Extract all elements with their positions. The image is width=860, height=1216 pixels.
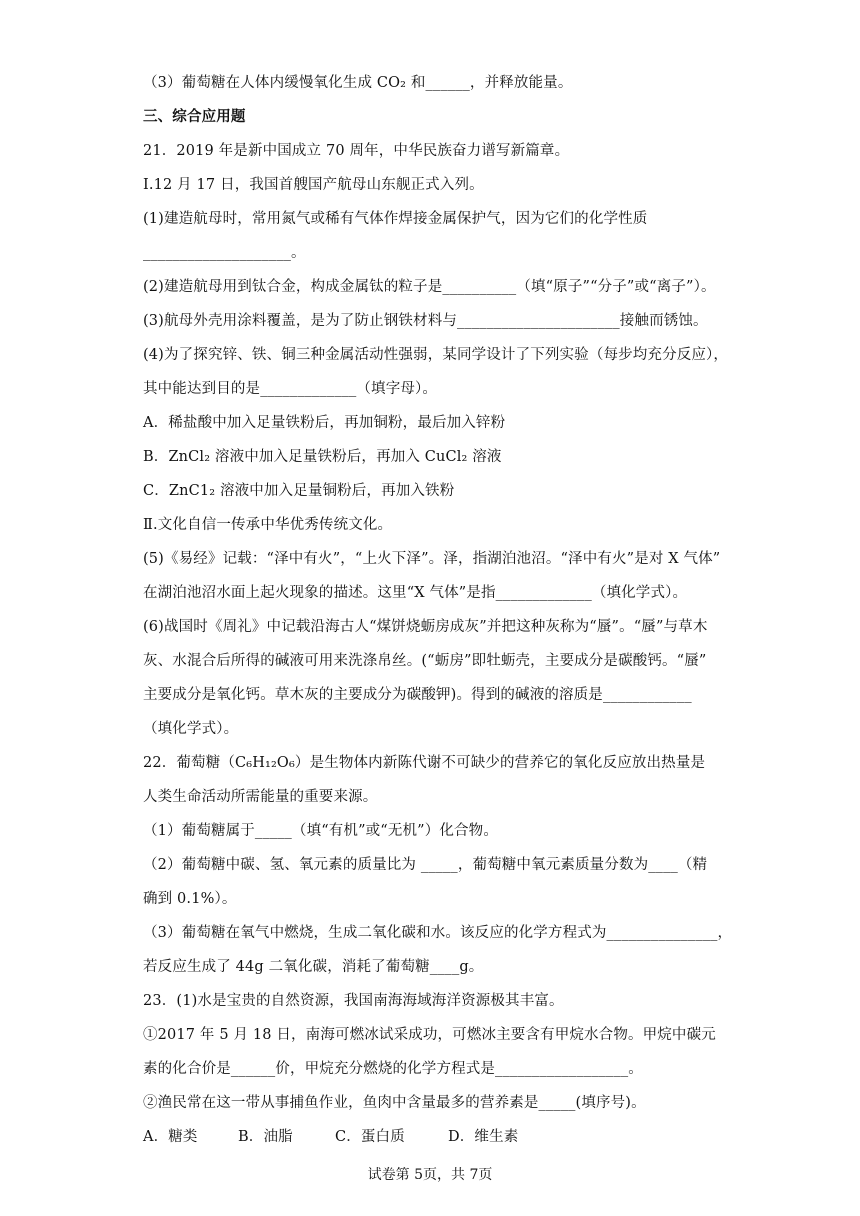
part-ii-intro: Ⅱ.文化自信一传承中华优秀传统文化。 (143, 517, 393, 533)
question-22-2: （2）葡萄糖中碳、氢、氧元素的质量比为 _____，葡萄糖中氧元素质量分数为____（精 (143, 857, 708, 873)
option-item: A．糖类 (143, 1129, 198, 1145)
question-22-1: （1）葡萄糖属于_____（填“有机”或“无机”）化合物。 (143, 823, 498, 839)
question-23-stem: 23．(1)水是宝贵的自然资源，我国南海海域海洋资源极其丰富。 (143, 993, 564, 1009)
option-item: D．维生素 (448, 1129, 519, 1145)
question-22-2-cont: 确到 0.1%）。 (143, 891, 237, 907)
option-item: C．蛋白质 (335, 1129, 405, 1145)
question-21-1: (1)建造航母时，常用氮气或稀有气体作焊接金属保护气，因为它们的化学性质 (143, 211, 648, 227)
section-heading: 三、综合应用题 (143, 108, 246, 125)
question-21-5-cont: 在湖泊池沼水面上起火现象的描述。这里“X 气体”是指_____________（填化学式）。 (143, 585, 688, 601)
option-c: C．ZnC1₂ 溶液中加入足量铜粉后，再加入铁粉 (143, 483, 455, 499)
option-a: A．稀盐酸中加入足量铁粉后，再加铜粉，最后加入锌粉 (143, 415, 506, 431)
question-21-3: (3)航母外壳用涂料覆盖，是为了防止钢铁材料与______________________接触而锈蚀。 (143, 313, 708, 329)
question-21-6-cont2: 主要成分是氧化钙。草木灰的主要成分为碳酸钾)。得到的碱液的溶质是____________ (143, 687, 692, 703)
question-23-1-cont: 素的化合价是______价，甲烷充分燃烧的化学方程式是__________________。 (143, 1061, 643, 1077)
question-22-stem: 22．葡萄糖（C₆H₁₂O₆）是生物体内新陈代谢不可缺少的营养它的氧化反应放出热量是 (143, 755, 706, 771)
question-22-3-cont: 若反应生成了 44g 二氧化碳，消耗了葡萄糖____g。 (143, 959, 484, 975)
question-21-5: (5)《易经》记载：“泽中有火”，“上火下泽”。泽，指湖泊池沼。“泽中有火”是对 X 气体” (143, 551, 721, 567)
option-item: B．油脂 (238, 1129, 293, 1145)
question-23-2: ②渔民常在这一带从事捕鱼作业，鱼肉中含量最多的营养素是_____(填序号)。 (143, 1095, 646, 1111)
part-i-intro: I.12 月 17 日，我国首艘国产航母山东舰正式入列。 (143, 177, 484, 193)
question-21-4-cont: 其中能达到目的是_____________（填字母）。 (143, 381, 438, 397)
question-22-3: （3）葡萄糖在氧气中燃烧，生成二氧化碳和水。该反应的化学方程式为_______________， (143, 925, 733, 941)
question-23-options (143, 1127, 723, 1147)
option-b: B．ZnCl₂ 溶液中加入足量铁粉后，再加入 CuCl₂ 溶液 (143, 449, 502, 465)
question-23-1: ①2017 年 5 月 18 日，南海可燃冰试采成功，可燃冰主要含有甲烷水合物。甲烷中碳元 (143, 1027, 716, 1043)
question-21-6-cont3: （填化学式）。 (143, 721, 239, 737)
question-22-stem-cont: 人类生命活动所需能量的重要来源。 (143, 789, 378, 805)
question-21-6: (6)战国时《周礼》中记载沿海古人“煤饼烧蛎房成灰”并把这种灰称为“蜃”。“蜃”与草木 (143, 619, 708, 635)
page-footer: 试卷第 5页，共 7页 (367, 1167, 493, 1183)
question-21-2: (2)建造航母用到钛合金，构成金属钛的粒子是__________（填“原子”“分子”或“离子”）。 (143, 279, 716, 295)
question-21-1-blank: ____________________。 (143, 245, 306, 261)
question-21-6-cont1: 灰、水混合后所得的碱液可用来洗涤帛丝。(“蛎房”即牡蛎壳，主要成分是碳酸钙。“蜃” (143, 653, 707, 669)
question-20-3: （3）葡萄糖在人体内缓慢氧化生成 CO₂ 和______，并释放能量。 (143, 75, 573, 91)
question-21-4: (4)为了探究锌、铁、铜三种金属活动性强弱，某同学设计了下列实验（每步均充分反应）， (143, 347, 729, 363)
question-21-stem: 21．2019 年是新中国成立 70 周年，中华民族奋力谱写新篇章。 (143, 143, 570, 159)
